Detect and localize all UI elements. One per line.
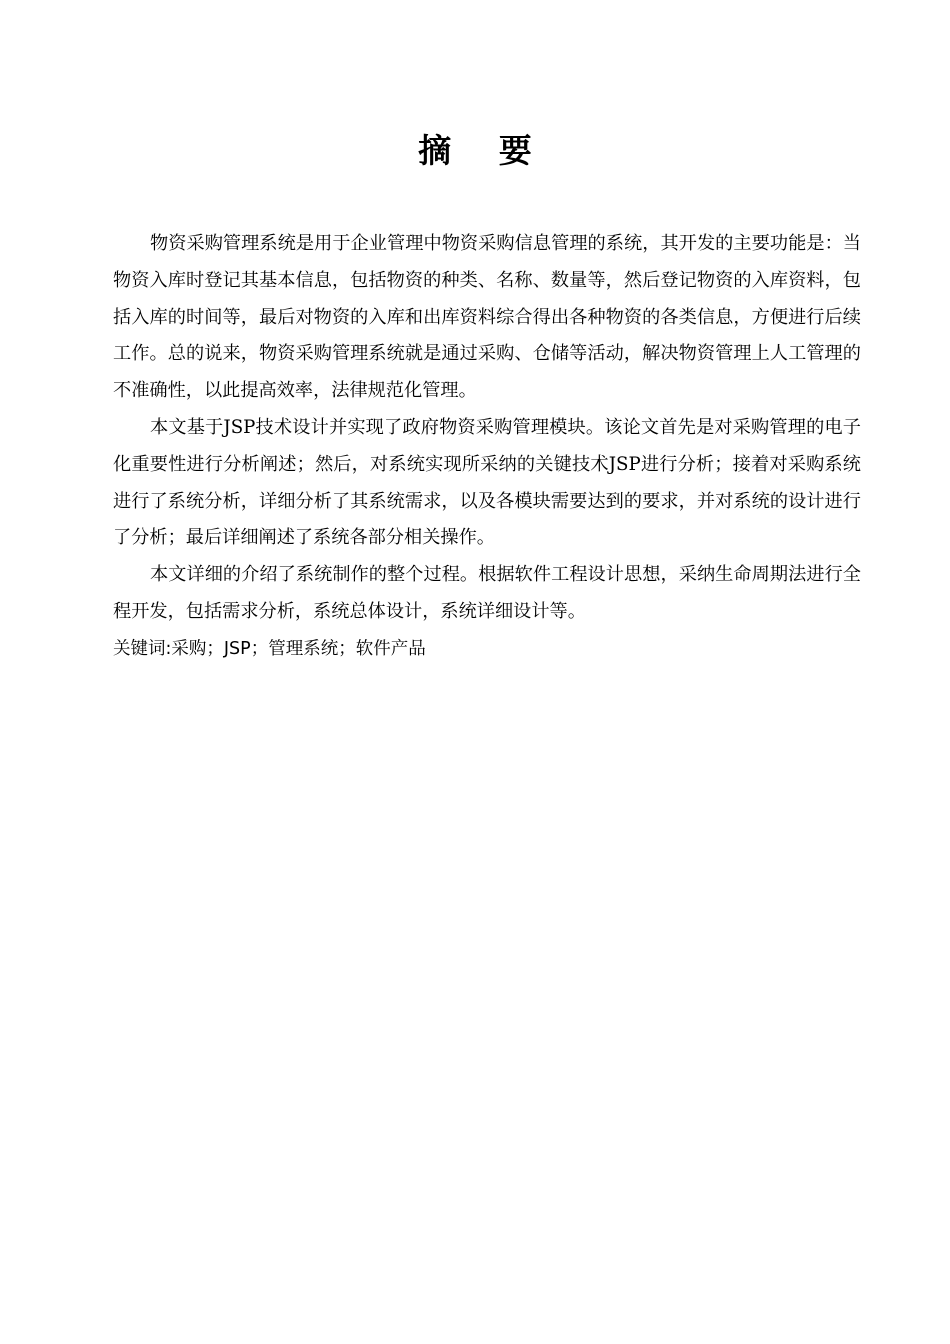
- abstract-body: [113, 226, 861, 668]
- abstract-title: 摘 要: [418, 131, 550, 170]
- abstract-paragraph-1: 物资采购管理系统是用于企业管理中物资采购信息管理的系统，其开发的主要功能是：当物资入库时登记其基本信息，包括物资的种类、名称、数量等，然后登记物资的入库资料，包括入库的时间等，最后对物资的入库和出库资料综合得出各种物资的各类信息，方便进行后续工作。总的说来，物资采购管理系统就是通过采购、仓储等活动，解决物资管理上人工管理的不准确性，以此提高效率，法律规范化管理。: [113, 233, 861, 402]
- abstract-paragraph-2: 本文基于JSP技术设计并实现了政府物资采购管理模块。该论文首先是对采购管理的电子化重要性进行分析阐述；然后，对系统实现所采纳的关键技术JSP进行分析；接着对采购系统进行了系统分析，详细分析了其系统需求，以及各模块需要达到的要求，并对系统的设计进行了分析；最后详细阐述了系统各部分相关操作。: [113, 416, 861, 549]
- keywords-line: 关键词:采购；JSP；管理系统；软件产品: [113, 638, 426, 659]
- abstract-paragraph-3: 本文详细的介绍了系统制作的整个过程。根据软件工程设计思想，采纳生命周期法进行全程开发，包括需求分析，系统总体设计，系统详细设计等。: [113, 564, 861, 622]
